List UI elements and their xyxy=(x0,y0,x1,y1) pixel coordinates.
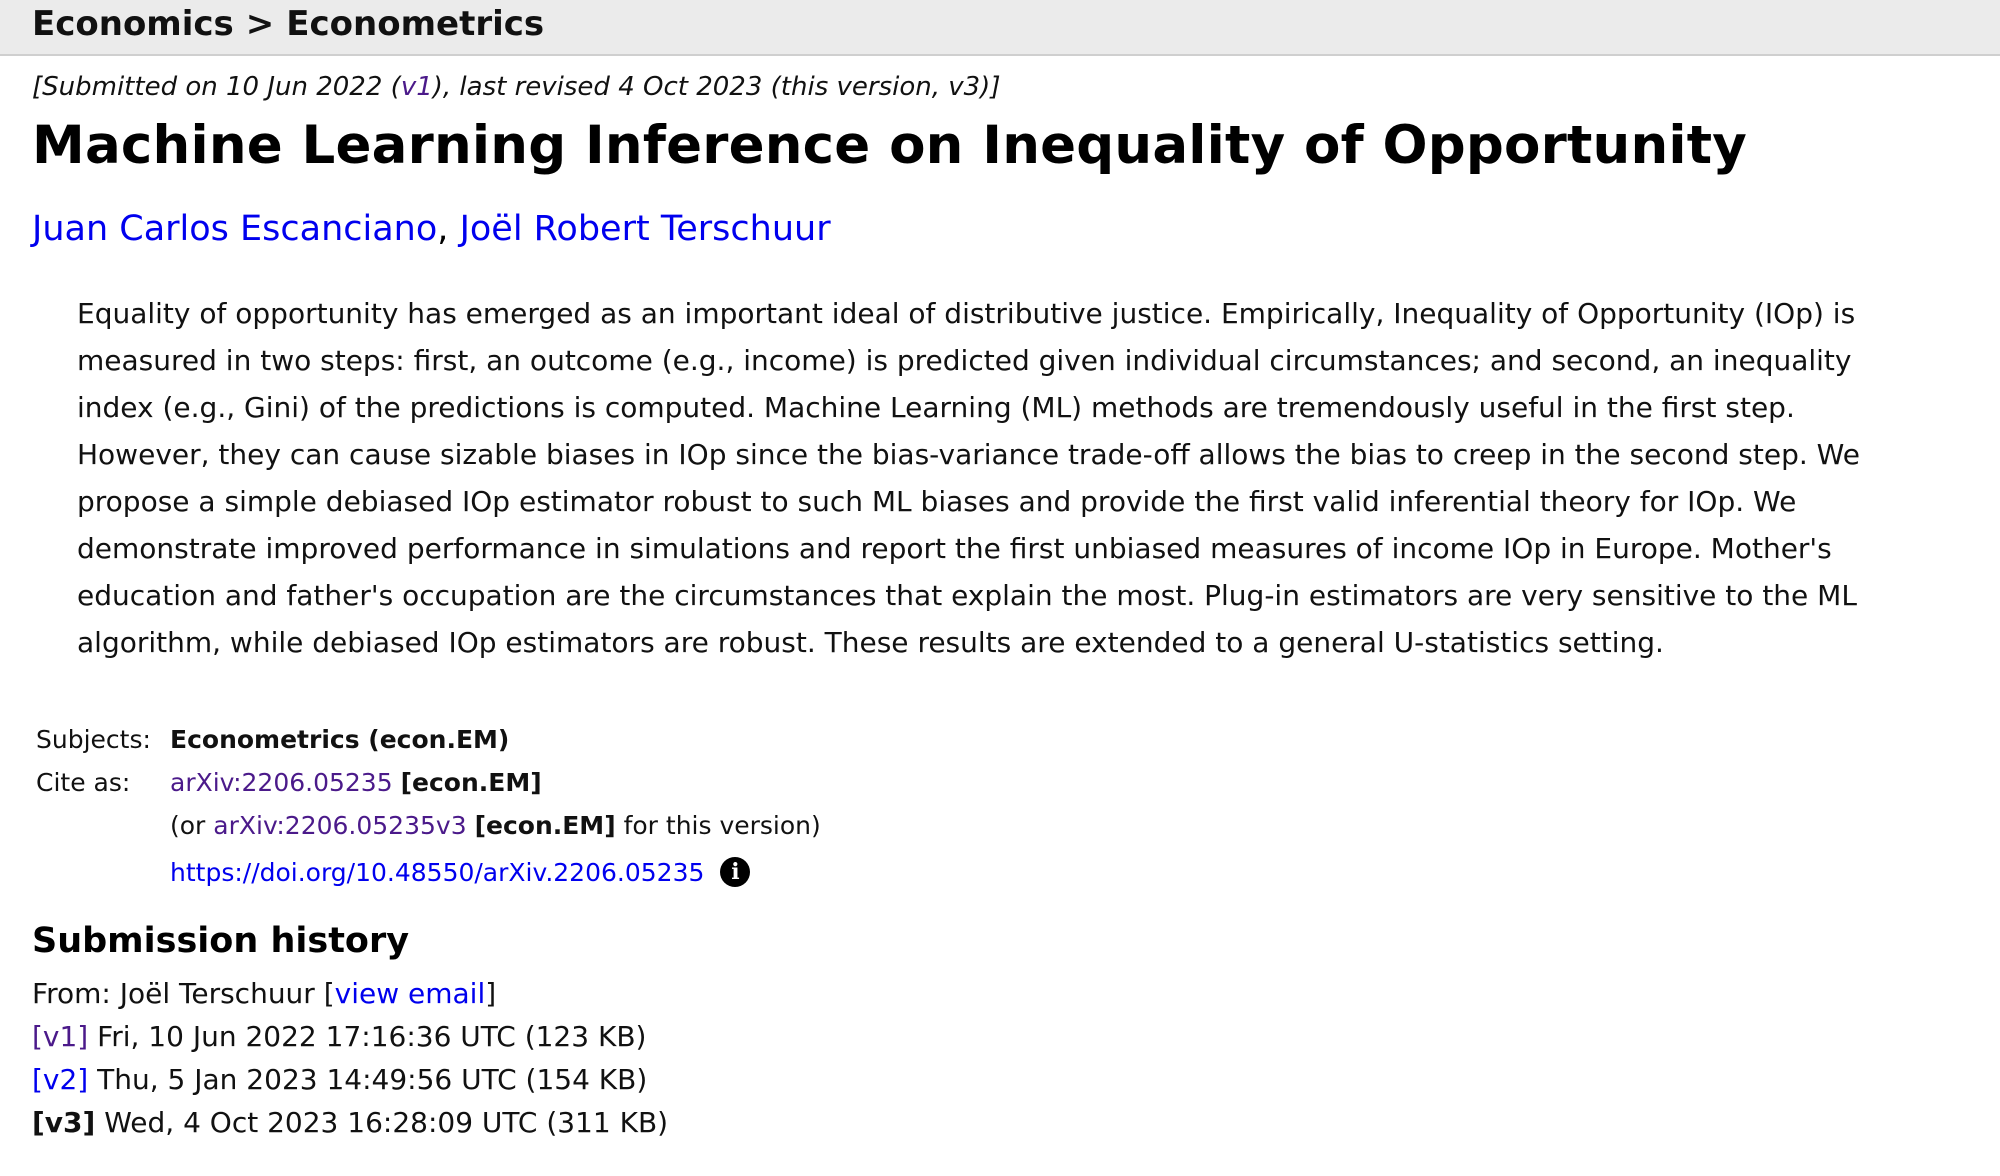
author-list xyxy=(32,206,831,252)
cite-class: [econ.EM] xyxy=(400,768,542,797)
header-bar xyxy=(0,0,2000,56)
submission-history-heading: Submission history xyxy=(32,921,410,961)
abstract xyxy=(77,290,1957,666)
arxiv-version-link[interactable]: arXiv:2206.05235v3 xyxy=(213,811,467,840)
abstract-line: However, they can cause sizable biases in IOp since the bias-variance trade-off allows the bias to creep in the second step. We xyxy=(77,438,1860,471)
abstract-line: measured in two steps: first, an outcome (e.g., income) is predicted given individual circumstances; and second, an inequality xyxy=(77,344,1852,377)
version-link-v2[interactable]: [v2] xyxy=(32,1063,89,1096)
alt-prefix: (or xyxy=(170,811,214,840)
version-details: Fri, 10 Jun 2022 17:16:36 UTC (123 KB) xyxy=(88,1020,647,1053)
from-prefix: From: Joël Terschuur [ xyxy=(32,977,335,1010)
history-version-row xyxy=(32,1058,668,1101)
breadcrumb-parent[interactable]: Economics xyxy=(32,4,234,44)
abstract-line: Equality of opportunity has emerged as an important ideal of distributive justice. Empirically, Inequality of Opportunity (IOp) is xyxy=(77,297,1856,330)
breadcrumb-current[interactable]: Econometrics xyxy=(286,4,545,44)
author-separator: , xyxy=(437,209,449,249)
history-from-row xyxy=(32,972,668,1015)
view-email-link[interactable]: view email xyxy=(334,977,486,1010)
submission-dateline xyxy=(32,70,1000,104)
abstract-line: propose a simple debiased IOp estimator robust to such ML biases and provide the first valid inferential theory for IOp. We xyxy=(77,485,1797,518)
cite-version-value xyxy=(170,804,821,847)
breadcrumb xyxy=(32,4,544,44)
submission-history xyxy=(32,972,668,1144)
subjects-value: Econometrics (econ.EM) xyxy=(170,725,510,754)
subjects-label: Subjects: xyxy=(36,725,151,754)
from-suffix: ] xyxy=(485,977,497,1010)
doi-value xyxy=(170,851,750,894)
author-link[interactable]: Juan Carlos Escanciano xyxy=(32,209,438,249)
history-version-row xyxy=(32,1015,668,1058)
abstract-line: index (e.g., Gini) of the predictions is computed. Machine Learning (ML) methods are tremendously useful in the first step. xyxy=(77,391,1795,424)
doi-link[interactable]: https://doi.org/10.48550/arXiv.2206.05235 xyxy=(170,858,705,887)
version-details: Wed, 4 Oct 2023 16:28:09 UTC (311 KB) xyxy=(95,1106,669,1139)
abstract-line: demonstrate improved performance in simulations and report the first unbiased measures of income IOp in Europe. Mother's xyxy=(77,532,1832,565)
version-details: Thu, 5 Jan 2023 14:49:56 UTC (154 KB) xyxy=(88,1063,648,1096)
abstract-line: education and father's occupation are the circumstances that explain the most. Plug-in estimators are very sensitive to the ML xyxy=(77,579,1857,612)
cite-label: Cite as: xyxy=(36,768,131,797)
author-link[interactable]: Joël Robert Terschuur xyxy=(459,209,831,249)
cite-value xyxy=(170,761,542,804)
version-current-v3: [v3] xyxy=(32,1106,96,1139)
dateline-prefix: [Submitted on 10 Jun 2022 ( xyxy=(32,72,401,102)
version-link-v1[interactable]: [v1] xyxy=(32,1020,89,1053)
alt-class: [econ.EM] xyxy=(474,811,616,840)
history-version-row xyxy=(32,1101,668,1144)
alt-suffix: for this version) xyxy=(615,811,821,840)
paper-title: Machine Learning Inference on Inequality of Opportunity xyxy=(32,115,1748,176)
abstract-line: algorithm, while debiased IOp estimators are robust. These results are extended to a general U-statistics setting. xyxy=(77,626,1664,659)
breadcrumb-separator: > xyxy=(245,4,275,44)
dateline-v1-link[interactable]: v1 xyxy=(400,72,433,102)
dateline-suffix: ), last revised 4 Oct 2023 (this version, v3)] xyxy=(432,72,1001,102)
arxiv-id-link[interactable]: arXiv:2206.05235 xyxy=(170,768,393,797)
info-icon[interactable]: i xyxy=(720,857,750,887)
